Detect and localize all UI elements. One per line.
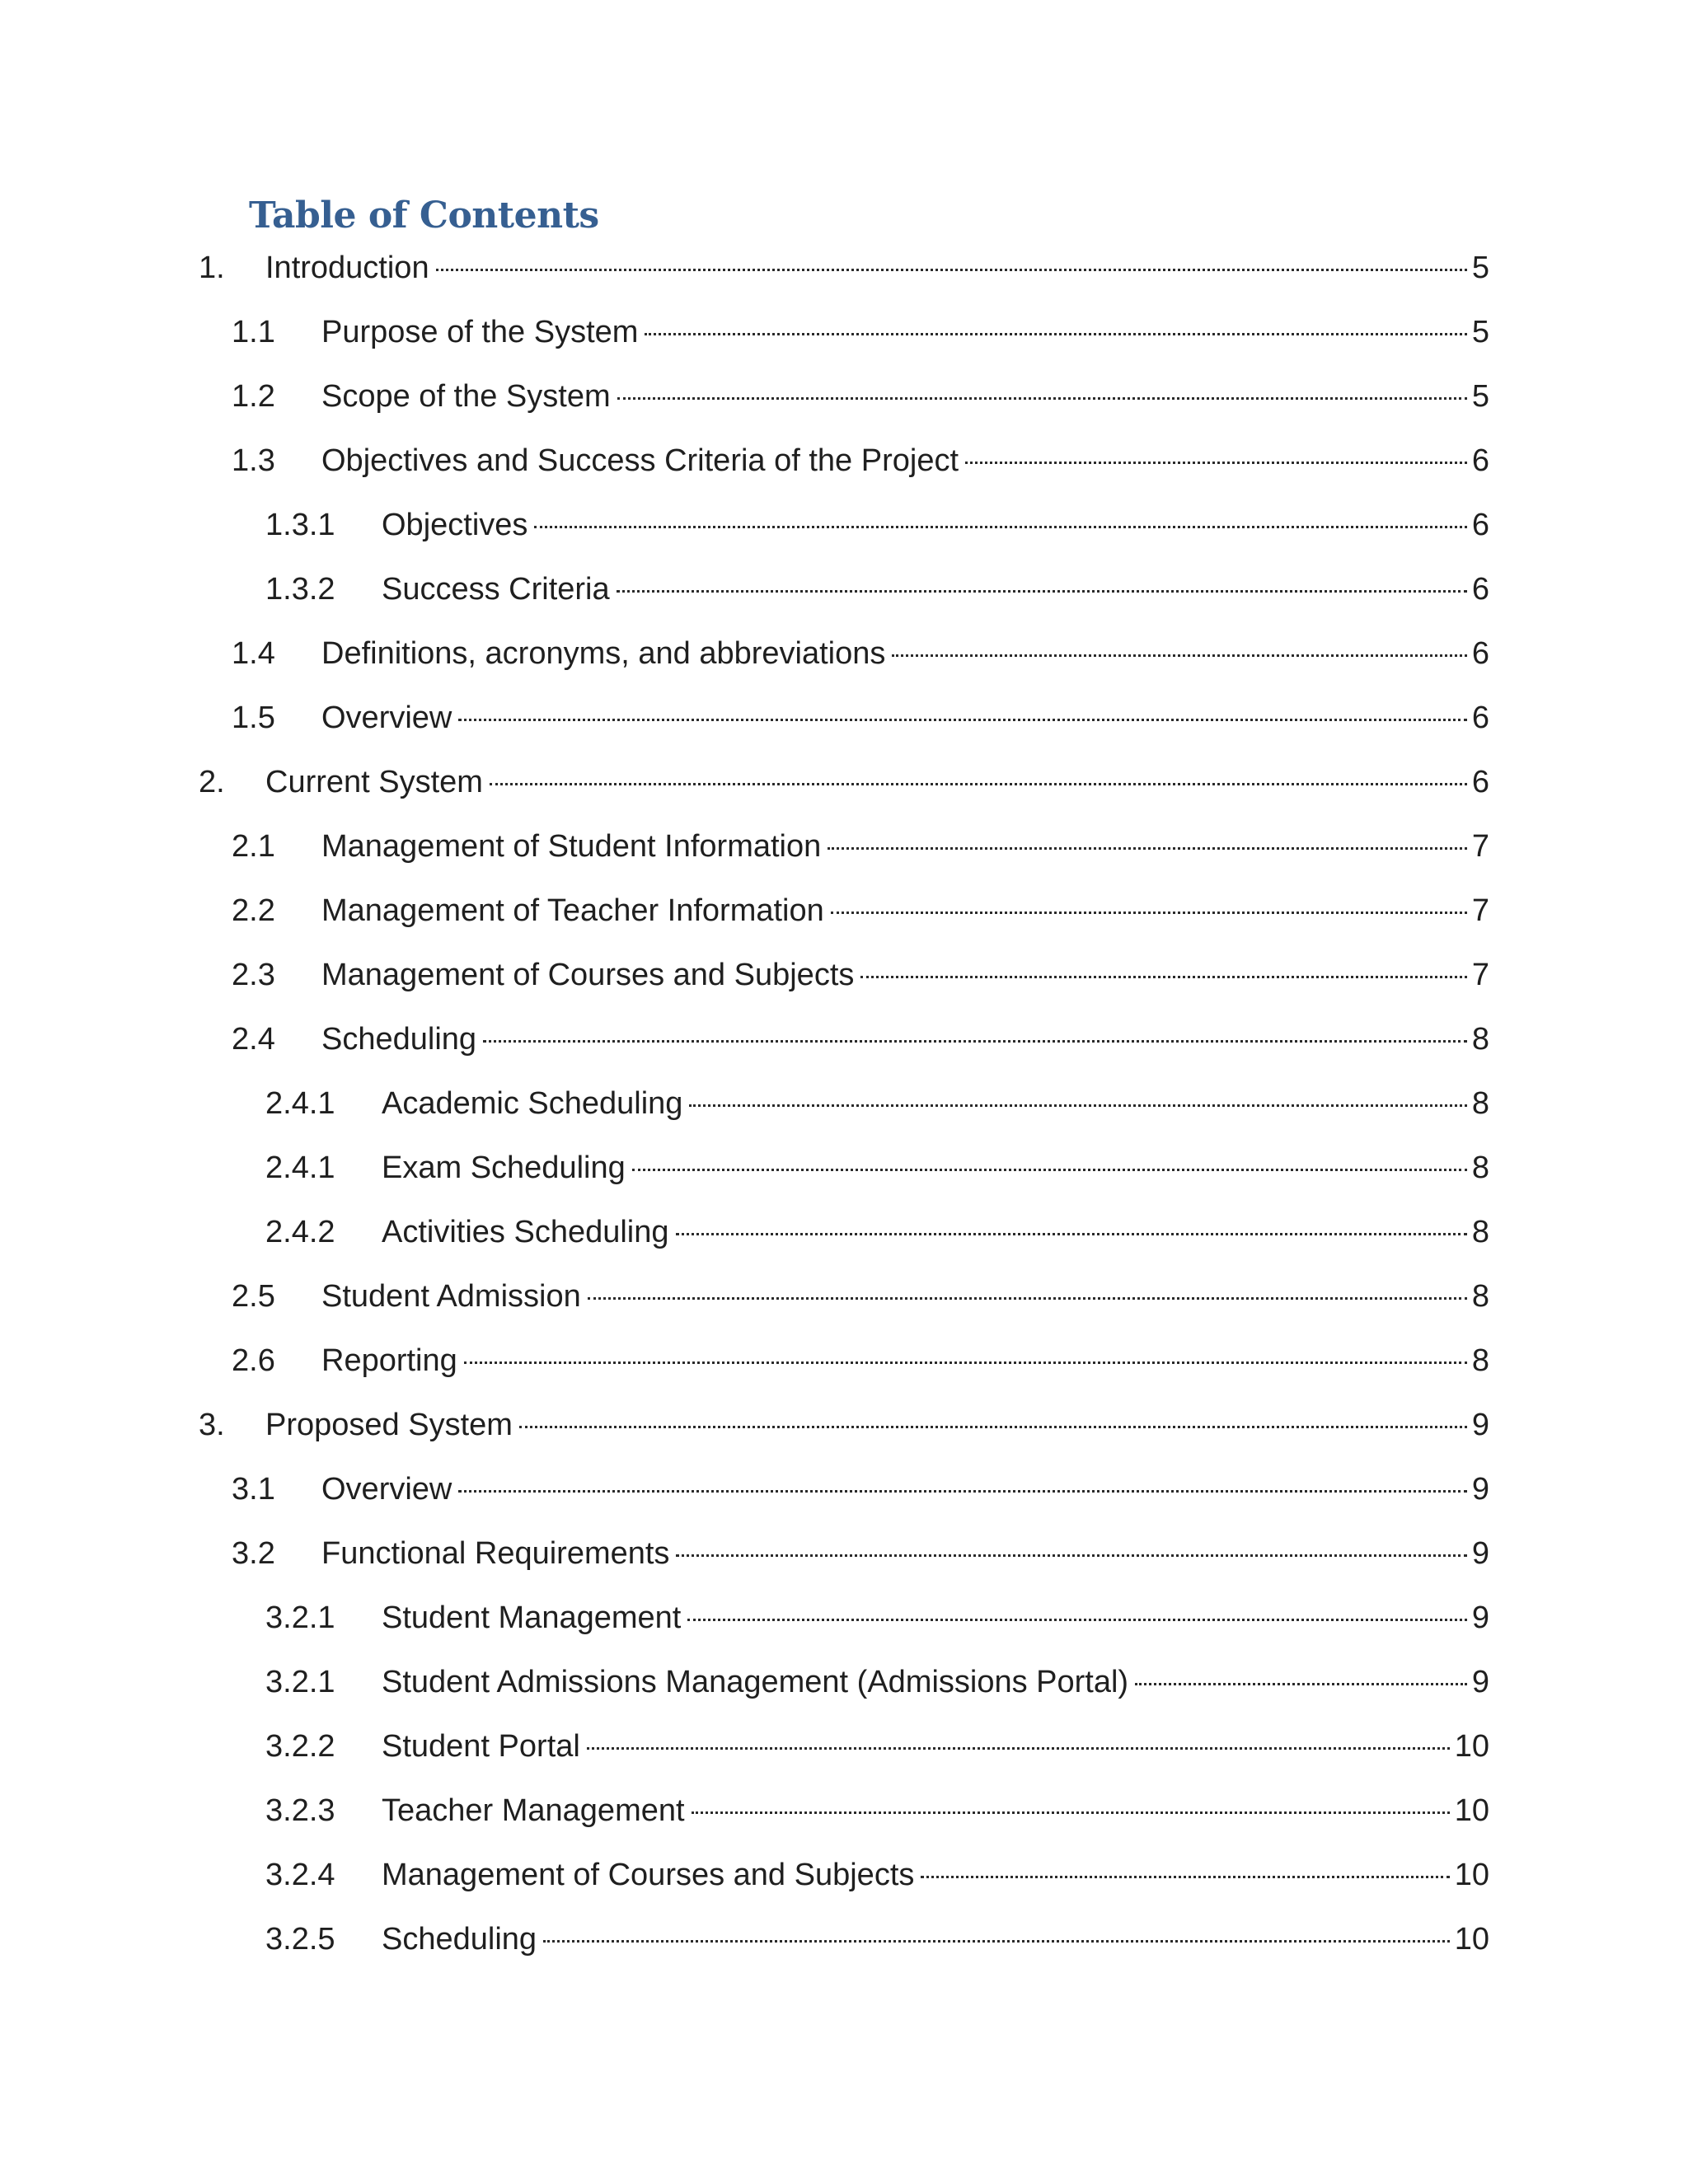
toc-entry[interactable]: [265, 567, 1489, 612]
toc-entry-number: 3.2.1: [265, 1665, 335, 1699]
dot-leader: [687, 1619, 1467, 1621]
dot-leader: [436, 269, 1467, 271]
toc-entry-page-number: 8: [1471, 1215, 1489, 1249]
toc-entry[interactable]: [265, 503, 1489, 547]
toc-entry-page-number: 6: [1471, 636, 1489, 671]
toc-entry-title: Purpose of the System: [321, 315, 639, 349]
toc-entry-page-number: 6: [1471, 508, 1489, 542]
toc-entry[interactable]: [265, 1210, 1489, 1254]
toc-entry[interactable]: [232, 1531, 1489, 1576]
toc-entry[interactable]: [265, 1917, 1489, 1961]
dot-leader: [676, 1554, 1466, 1557]
dot-leader: [689, 1104, 1466, 1107]
toc-entry-number: 1.1: [232, 315, 275, 349]
toc-entry[interactable]: [265, 1146, 1489, 1190]
toc-entry[interactable]: [232, 438, 1489, 483]
toc-entry-title: Introduction: [265, 251, 429, 285]
toc-entry-title: Overview: [321, 1472, 452, 1507]
toc-entry[interactable]: [265, 1788, 1489, 1833]
toc-entry[interactable]: [232, 310, 1489, 354]
toc-entry-number: 2.1: [232, 829, 275, 864]
toc-entry-number: 1.3: [232, 443, 275, 478]
toc-entry-page-number: 7: [1471, 958, 1489, 992]
toc-entry[interactable]: [232, 888, 1489, 933]
dot-leader: [1135, 1683, 1467, 1685]
toc-entry-page-number: 10: [1454, 1729, 1489, 1764]
toc-entry-page-number: 9: [1471, 1472, 1489, 1507]
toc-entry[interactable]: [232, 824, 1489, 869]
toc-entry-title: Teacher Management: [382, 1793, 685, 1828]
toc-entry[interactable]: [199, 246, 1489, 290]
dot-leader: [645, 333, 1466, 335]
toc-entry-page-number: 8: [1471, 1022, 1489, 1057]
toc-entry-page-number: 6: [1471, 572, 1489, 607]
toc-entry-title: Scope of the System: [321, 379, 611, 414]
toc-entry[interactable]: [265, 1660, 1489, 1704]
dot-leader: [587, 1747, 1450, 1750]
toc-entry-title: Proposed System: [265, 1408, 513, 1442]
toc-entry-title: Definitions, acronyms, and abbreviations: [321, 636, 886, 671]
toc-entry-page-number: 7: [1471, 893, 1489, 928]
toc-entry-number: 2.4.2: [265, 1215, 335, 1249]
dot-leader: [692, 1811, 1450, 1814]
toc-entry-page-number: 8: [1471, 1086, 1489, 1121]
toc-entry-title: Current System: [265, 765, 483, 799]
toc-entry-title: Activities Scheduling: [382, 1215, 669, 1249]
toc-entry[interactable]: [199, 1403, 1489, 1447]
dot-leader: [965, 462, 1467, 464]
toc-entry-title: Overview: [321, 701, 452, 735]
toc-entry-title: Student Admission: [321, 1279, 581, 1314]
toc-entry-number: 2.4: [232, 1022, 275, 1057]
toc-entry-number: 3.2: [232, 1536, 275, 1571]
toc-entry-number: 2.2: [232, 893, 275, 928]
dot-leader: [676, 1233, 1467, 1235]
toc-entry-page-number: 8: [1471, 1343, 1489, 1378]
toc-entry-number: 1.: [199, 251, 225, 285]
toc-heading: Table of Contents: [249, 194, 599, 237]
toc-entry-number: 1.4: [232, 636, 275, 671]
toc-entry[interactable]: [232, 631, 1489, 676]
dot-leader: [617, 590, 1467, 593]
toc-entry-title: Objectives and Success Criteria of the Project: [321, 443, 959, 478]
dot-leader: [892, 654, 1467, 657]
toc-entry-number: 3.2.1: [265, 1601, 335, 1635]
dot-leader: [519, 1426, 1467, 1428]
toc-entry-number: 2.4.1: [265, 1151, 335, 1185]
toc-entry-title: Management of Student Information: [321, 829, 822, 864]
dot-leader: [617, 397, 1467, 400]
toc-entry[interactable]: [232, 1017, 1489, 1062]
toc-entry-page-number: 7: [1471, 829, 1489, 864]
toc-entry-page-number: 10: [1454, 1858, 1489, 1892]
toc-entry-page-number: 6: [1471, 765, 1489, 799]
toc-entry[interactable]: [232, 953, 1489, 997]
toc-entry-page-number: 9: [1471, 1601, 1489, 1635]
dot-leader: [458, 1490, 1466, 1493]
dot-leader: [458, 719, 1466, 721]
toc-entry-title: Management of Courses and Subjects: [321, 958, 855, 992]
dot-leader: [921, 1876, 1449, 1878]
toc-entry-page-number: 10: [1454, 1922, 1489, 1957]
toc-entry-title: Scheduling: [382, 1922, 537, 1957]
toc-entry-number: 2.4.1: [265, 1086, 335, 1121]
toc-entry[interactable]: [265, 1724, 1489, 1769]
toc-entry-page-number: 6: [1471, 701, 1489, 735]
toc-entry-title: Scheduling: [321, 1022, 477, 1057]
toc-entry-page-number: 9: [1471, 1408, 1489, 1442]
toc-entry[interactable]: [232, 1338, 1489, 1383]
toc-entry-page-number: 5: [1471, 251, 1489, 285]
toc-entry-number: 1.5: [232, 701, 275, 735]
dot-leader: [831, 912, 1467, 914]
toc-entry-page-number: 10: [1454, 1793, 1489, 1828]
toc-entry-number: 2.3: [232, 958, 275, 992]
toc-entry-title: Management of Courses and Subjects: [382, 1858, 915, 1892]
toc-entry-title: Exam Scheduling: [382, 1151, 626, 1185]
toc-entry-title: Success Criteria: [382, 572, 610, 607]
toc-entry-number: 3.1: [232, 1472, 275, 1507]
toc-entry-number: 1.3.1: [265, 508, 335, 542]
toc-entry[interactable]: [232, 1467, 1489, 1511]
toc-entry-page-number: 6: [1471, 443, 1489, 478]
toc-entry-page-number: 8: [1471, 1151, 1489, 1185]
toc-entry-title: Objectives: [382, 508, 528, 542]
toc-entry-number: 2.6: [232, 1343, 275, 1378]
toc-entry-page-number: 9: [1471, 1536, 1489, 1571]
dot-leader: [490, 783, 1467, 785]
toc-entry-number: 2.: [199, 765, 225, 799]
toc-entry-page-number: 5: [1471, 315, 1489, 349]
toc-entry-number: 3.2.4: [265, 1858, 335, 1892]
dot-leader: [543, 1940, 1450, 1943]
dot-leader: [464, 1361, 1467, 1364]
toc-entry-number: 1.2: [232, 379, 275, 414]
toc-entry-title: Student Admissions Management (Admissions Portal): [382, 1665, 1129, 1699]
dot-leader: [483, 1040, 1467, 1043]
toc-entry[interactable]: [265, 1081, 1489, 1126]
dot-leader: [860, 976, 1466, 978]
toc-entry-page-number: 5: [1471, 379, 1489, 414]
toc-entry[interactable]: [265, 1853, 1489, 1897]
toc-entry-title: Reporting: [321, 1343, 457, 1378]
toc-entry[interactable]: [265, 1596, 1489, 1640]
dot-leader: [828, 847, 1467, 850]
toc-entry-page-number: 8: [1471, 1279, 1489, 1314]
toc-entry[interactable]: [199, 760, 1489, 804]
dot-leader: [632, 1169, 1467, 1171]
toc-entry-title: Management of Teacher Information: [321, 893, 824, 928]
toc-entry[interactable]: [232, 696, 1489, 740]
toc-entry-number: 3.2.2: [265, 1729, 335, 1764]
toc-entry-number: 3.2.5: [265, 1922, 335, 1957]
toc-entry-number: 3.2.3: [265, 1793, 335, 1828]
toc-entry-title: Academic Scheduling: [382, 1086, 683, 1121]
toc-entry-title: Student Management: [382, 1601, 682, 1635]
toc-entry-number: 2.5: [232, 1279, 275, 1314]
toc-entry-page-number: 9: [1471, 1665, 1489, 1699]
dot-leader: [588, 1297, 1467, 1300]
dot-leader: [534, 526, 1466, 528]
toc-entry-title: Student Portal: [382, 1729, 580, 1764]
toc-entry-title: Functional Requirements: [321, 1536, 670, 1571]
toc-entry-number: 3.: [199, 1408, 225, 1442]
toc-entry[interactable]: [232, 374, 1489, 419]
toc-entry-number: 1.3.2: [265, 572, 335, 607]
toc-entry[interactable]: [232, 1274, 1489, 1319]
